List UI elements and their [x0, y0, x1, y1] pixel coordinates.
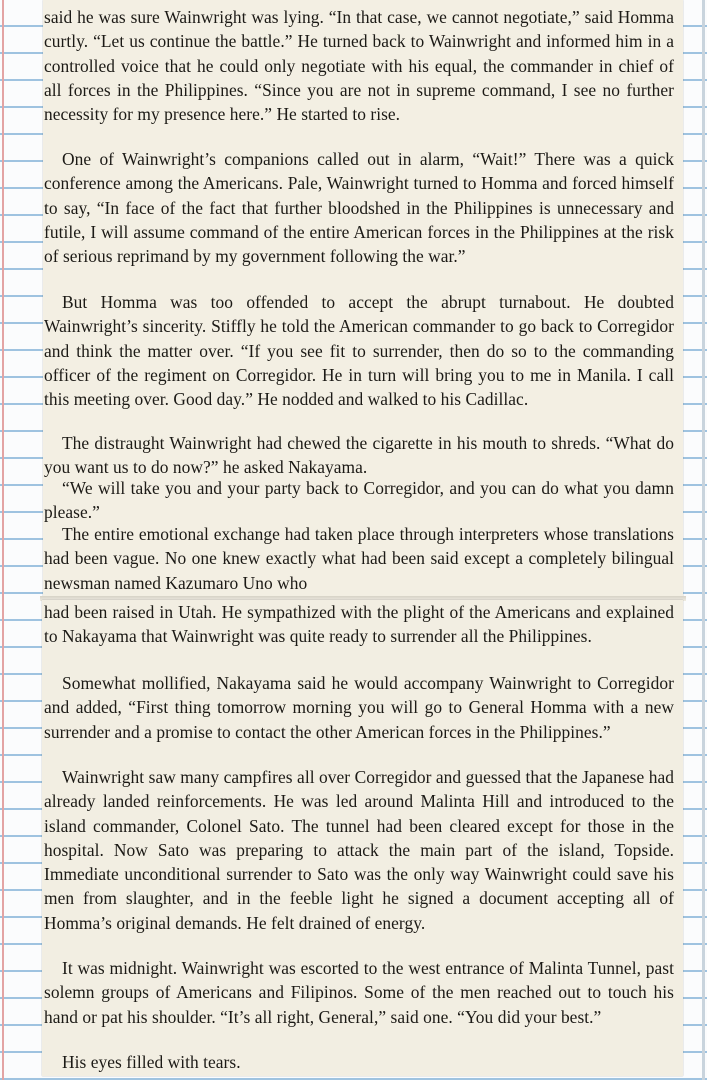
- paragraph-3: But Homma was too offended to accept the abrupt turnabout. He doubted Wainwright’s sincerity. Stiffly he told the American commander to go back to Corregidor and think the matter over. “If you see fit to surrender, then do so to the commanding officer of the regiment on Corregidor. He in turn will bring you to me in Manila. I call this meeting over. Good day.” He nodded and walked to his Cadillac.: [44, 292, 674, 410]
- paragraph-1: said he was sure Wainwright was lying. “In that case, we cannot negotiate,” said Homma curtly. “Let us continue the battle.” He turned back to Wainwright and informed him in a controlled voice that he could only negotiate with his equal, the commander in chief of all forces in the Philippines. “Since you are not in supreme command, I see no further necessity for my presence here.” He started to rise.: [44, 7, 674, 125]
- paragraph-6: The entire emotional exchange had taken place through interpreters whose translations had been vague. No one knew exactly what had been said except a completely bilingual newsman named Kazumaro Uno who: [44, 524, 674, 593]
- paragraph-4: The distraught Wainwright had chewed the cigarette in his mouth to shreds. “What do you want us to do now?” he asked Nakayama.: [44, 433, 674, 478]
- paragraph-2: One of Wainwright’s companions called out in alarm, “Wait!” There was a quick conference among the Americans. Pale, Wainwright turned to Homma and forced himself to say, “In face of the fact that further bloodshed in the Philippines is unnecessary and futile, I will assume command of the entire American forces in the Philippines at the risk of serious reprimand by my government following the war.”: [44, 149, 674, 267]
- paragraph-9: Wainwright saw many campfires all over Corregidor and guessed that the Japanese had already landed reinforcements. He was led around Malinta Hill and introduced to the island commander, Colonel Sato. The tunnel had been cleared except for those in the hospital. Now Sato was preparing to attack the main part of the island, Topside. Immediate unconditional surrender to Sato was the only way Wainwright could save his men from slaughter, and in the feeble light he signed a document accepting all of Homma’s original demands. He felt drained of energy.: [44, 767, 674, 933]
- paragraph-8: Somewhat mollified, Nakayama said he would accompany Wainwright to Corregidor and added, “First thing tomorrow morning you will go to General Homma with a new surrender and a promise to contact the other American forces in the Philippines.”: [44, 673, 674, 742]
- paragraph-11: His eyes filled with tears.: [62, 1052, 241, 1072]
- paragraph-10: It was midnight. Wainwright was escorted to the west entrance of Malinta Tunnel, past solemn groups of Americans and Filipinos. Some of the men reached out to touch his hand or pat his shoulder. “It’s all right, General,” said one. “You did your best.”: [44, 958, 674, 1027]
- margin-line: [2, 0, 4, 1080]
- paragraph-7: had been raised in Utah. He sympathized with the plight of the Americans and explained to Nakayama that Wainwright was quite ready to surrender all the Philippines.: [44, 602, 674, 647]
- paragraph-5: “We will take you and your party back to Corregidor, and you can do what you damn please.”: [44, 478, 674, 523]
- paper-right-edge: [702, 0, 705, 1080]
